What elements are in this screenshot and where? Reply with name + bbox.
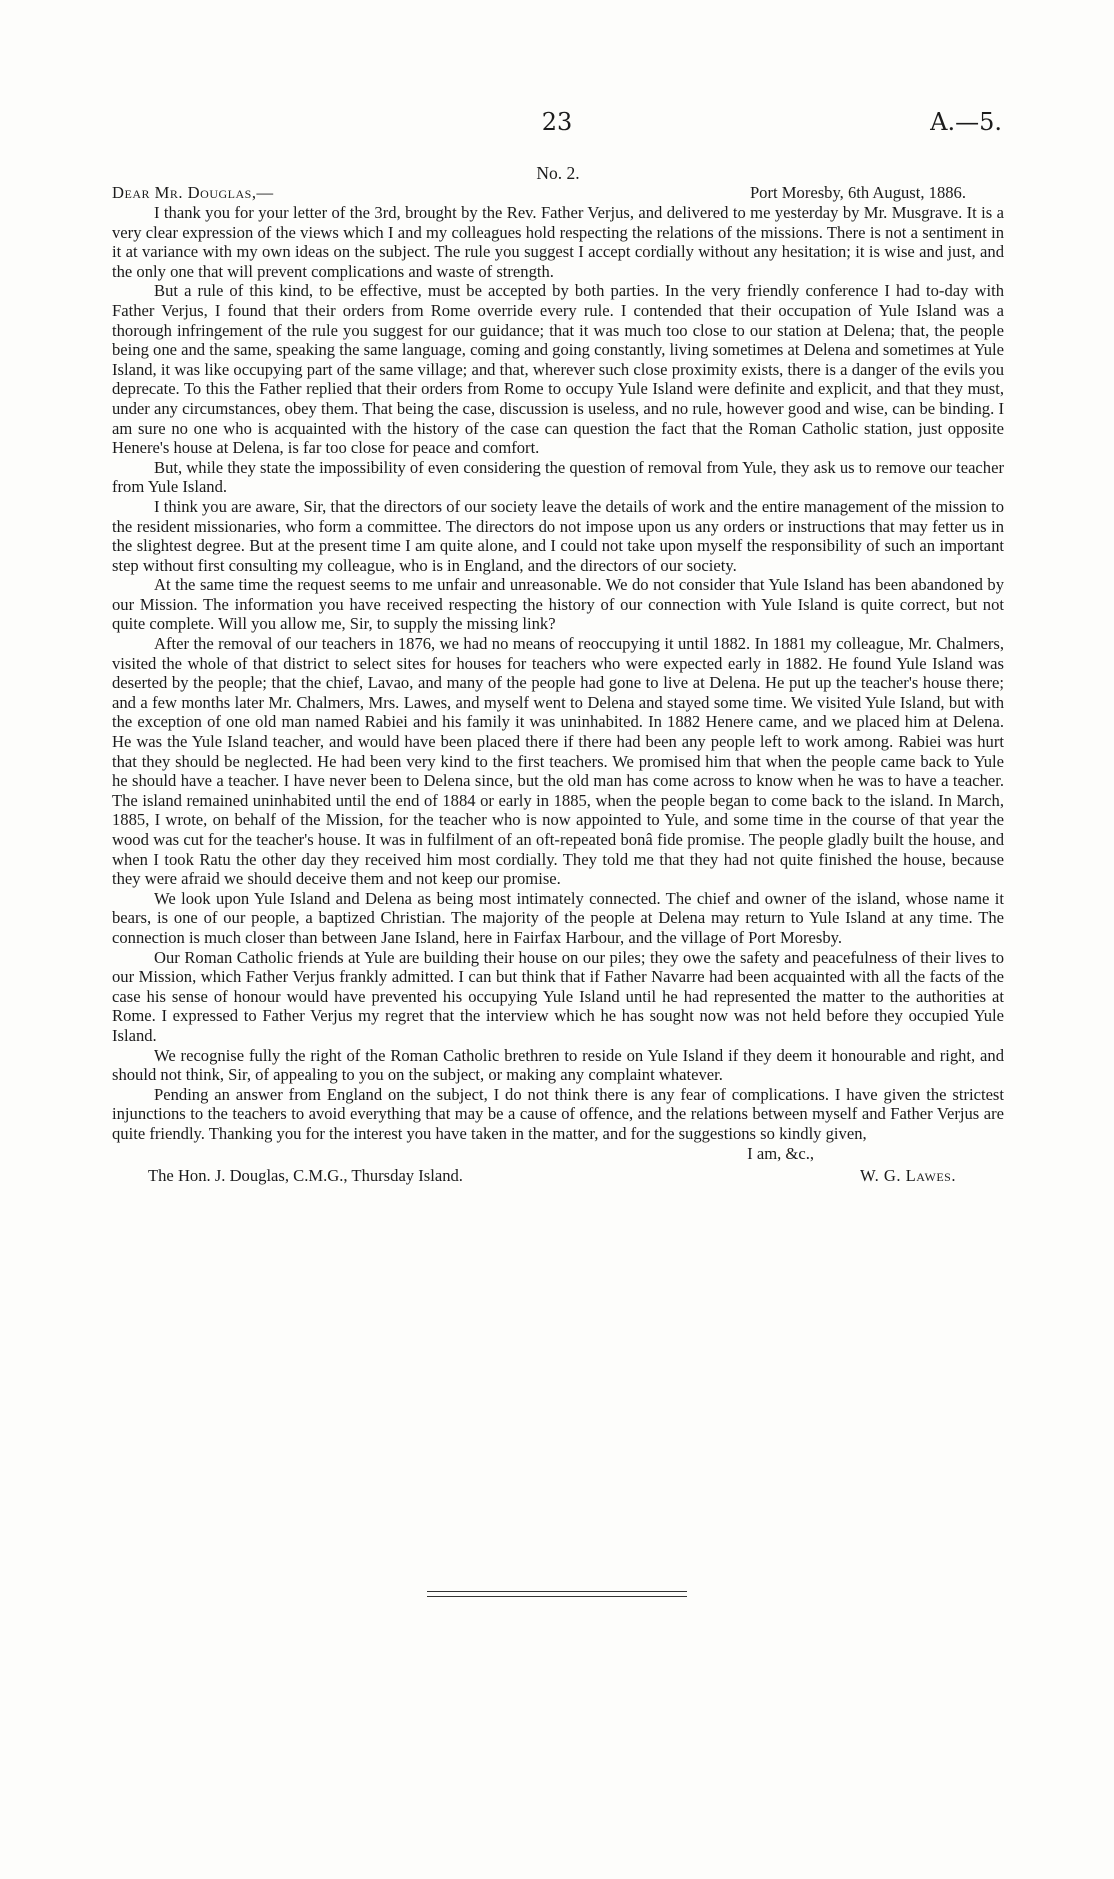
page-header: [0, 108, 1114, 148]
salutation: Dear Mr. Douglas,—: [112, 183, 274, 202]
signature-line: [112, 1165, 1004, 1187]
document-reference: A.—5.: [930, 108, 1002, 136]
paragraph: After the removal of our teachers in 1876, we had no means of reoccupying it until 1882. In 1881 my colleague, Mr. Chalmers, visited the whole of that district to select sites for houses for teachers who were expected early in 1882. He found Yule Island was deserted by the people; that the chief, Lavao, and many of the people had gone to live at Delena. He put up the teacher's house there; and a few months later Mr. Chalmers, Mrs. Lawes, and myself went to Delena and stayed some time. We visited Yule Island, but with the exception of one old man named Rabiei and his family it was uninhabited. In 1882 Henere came, and we placed him at Delena. He was the Yule Island teacher, and would have been placed there if there had been any people left to work among. Rabiei was hurt that they should be neglected. He had been very kind to the first teachers. We promised him that when the people came back to Yule he should have a teacher. I have never been to Delena since, but the old man has come across to know when he was to have a teacher. The island remained uninhabited until the end of 1884 or early in 1885, when the people began to come back to the island. In March, 1885, I wrote, on behalf of the Mission, for the teacher who is now appointed to Yule, and some time in the course of that year the wood was cut for the teacher's house. It was in fulfilment of an oft-repeated bonâ fide promise. The people gladly built the house, and when I took Ratu the other day they received him most cordially. They told me that they had not quite finished the house, because they were afraid we should deceive them and not keep our promise.: [112, 634, 1004, 889]
paragraph: I thank you for your letter of the 3rd, brought by the Rev. Father Verjus, and delivered to me yesterday by Mr. Musgrave. It is a very clear expression of the views which I and my colleagues hold respecting the relations of the missions. There is not a sentiment in it at variance with my own ideas on the subject. The rule you suggest I accept cordially without any hesitation; it is wise and just, and the only one that will prevent complications and waste of strength.: [112, 203, 1004, 281]
closing: I am, &c.,: [747, 1143, 814, 1163]
paragraph: At the same time the request seems to me unfair and unreasonable. We do not consider that Yule Island has been abandoned by our Mission. The information you have received respecting the history of our connection with Yule Island is quite correct, but not quite complete. Will you allow me, Sir, to supply the missing link?: [112, 575, 1004, 634]
paragraph: We recognise fully the right of the Roman Catholic brethren to reside on Yule Island if they deem it honourable and right, and should not think, Sir, of appealing to you on the subject, or making any complaint whatever.: [112, 1045, 1004, 1085]
paragraph: Our Roman Catholic friends at Yule are building their house on our piles; they owe the safety and peacefulness of their lives to our Mission, which Father Verjus frankly admitted. I can but think that if Father Navarre had been acquainted with all the facts of the case his sense of honour would have prevented his occupying Yule Island until he had represented the matter to the authorities at Rome. I expressed to Father Verjus my regret that the interview which he has sought now was not held before they occupied Yule Island.: [112, 947, 1004, 1045]
page-number: 23: [541, 108, 573, 136]
paragraph: But a rule of this kind, to be effective, must be accepted by both parties. In the very friendly conference I had to-day with Father Verjus, I found that their orders from Rome override every rule. I contended that their occupation of Yule Island was a thorough infringement of the rule you suggest for our guidance; that it was much too close to our station at Delena; that, the people being one and the same, speaking the same language, coming and going constantly, living sometimes at Delena and sometimes at Yule Island, it was like occupying part of the same village; and that, wherever such close proximity exists, there is a danger of the evils you deprecate. To this the Father replied that their orders from Rome to occupy Yule Island were definite and explicit, and that they must, under any circumstances, obey them. That being the case, discussion is useless, and no rule, however good and wise, can be binding. I am sure no one who is acquainted with the history of the case can question the fact that the Roman Catholic station, just opposite Henere's house at Delena, is far too close for peace and comfort.: [112, 281, 1004, 458]
salutation-line: [112, 183, 1004, 203]
paragraph: But, while they state the impossibility of even considering the question of removal from Yule, they ask us to remove our teacher from Yule Island.: [112, 457, 1004, 497]
paragraph: I think you are aware, Sir, that the directors of our society leave the details of work and the entire management of the mission to the resident missionaries, who form a committee. The directors do not impose upon us any orders or instructions that may fetter us in the slightest degree. But at the present time I am quite alone, and I could not take upon myself the responsibility of such an important step without first consulting my colleague, who is in England, and the directors of our society.: [112, 496, 1004, 575]
place-date: Port Moresby, 6th August, 1886.: [749, 183, 966, 202]
signature: W. G. Lawes.: [859, 1166, 956, 1186]
letter-body: [112, 163, 1004, 1187]
section-divider: [427, 1591, 687, 1597]
paragraph: Pending an answer from England on the subject, I do not think there is any fear of complications. I have given the strictest injunctions to the teachers to avoid everything that may be a cause of offence, and the relations between myself and Father Verjus are quite friendly. Thanking you for the interest you have taken in the matter, and for the suggestions so kindly given,: [112, 1084, 1004, 1143]
paragraph: We look upon Yule Island and Delena as being most intimately connected. The chief and owner of the island, whose name it bears, is one of our people, a baptized Christian. The majority of the people at Delena may return to Yule Island at any time. The connection is much closer than between Jane Island, here in Fairfax Harbour, and the village of Port Moresby.: [112, 888, 1004, 947]
letter-number: No. 2.: [536, 163, 580, 183]
addressee: The Hon. J. Douglas, C.M.G., Thursday Island.: [148, 1166, 463, 1186]
